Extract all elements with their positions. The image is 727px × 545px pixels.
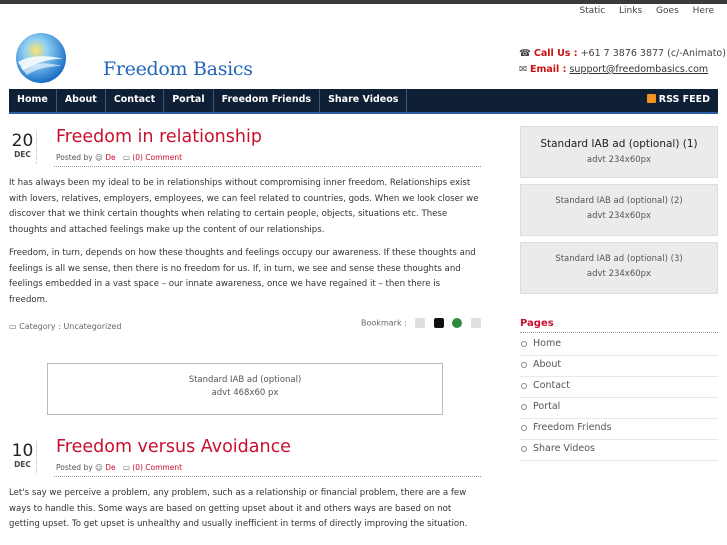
sidebar [520, 126, 718, 300]
user-icon: ☺ [95, 153, 103, 162]
bullet-icon [521, 446, 527, 452]
page-link-label: Home [533, 338, 562, 349]
top-link-here[interactable]: Here [692, 6, 714, 16]
site-logo[interactable] [15, 32, 67, 84]
mail-icon: ✉ [519, 64, 527, 75]
sidebar-ad[interactable] [520, 184, 718, 236]
bookmark-label: Bookmark : [361, 318, 407, 328]
main-nav [9, 89, 718, 114]
divider [54, 166, 481, 167]
sidebar-ad[interactable] [520, 242, 718, 294]
post-title[interactable]: Freedom in relationship [56, 127, 262, 147]
top-link-static[interactable]: Static [579, 6, 606, 16]
nav-item-home[interactable]: Home [9, 89, 57, 112]
user-icon: ☺ [95, 463, 103, 472]
sidebar-ad-size: advt 234x60px [586, 211, 652, 221]
page-link-home[interactable] [520, 335, 718, 356]
sidebar-ad-size: advt 234x60px [586, 155, 652, 165]
post-author[interactable]: De [105, 153, 116, 162]
post-title[interactable]: Freedom versus Avoidance [56, 437, 291, 457]
posted-by-label: Posted by [56, 463, 93, 472]
bullet-icon [521, 404, 527, 410]
post-date [9, 131, 37, 164]
nav-item-portal[interactable]: Portal [164, 89, 213, 112]
bullet-icon [521, 362, 527, 368]
page-link-label: Freedom Friends [533, 422, 612, 433]
post-author[interactable]: De [105, 463, 116, 472]
nav-item-about[interactable]: About [57, 89, 106, 112]
bullet-icon [521, 383, 527, 389]
sidebar-ad-size: advt 234x60px [586, 269, 652, 279]
post-day: 20 [11, 131, 34, 151]
comment-icon: ▭ [122, 153, 130, 162]
post-comments[interactable]: (0) Comment [132, 153, 183, 162]
page-link-contact[interactable] [520, 377, 718, 398]
page-link-label: About [533, 359, 562, 370]
rss-label: RSS FEED [658, 94, 710, 105]
delicious-icon[interactable] [434, 318, 444, 328]
bullet-icon [521, 425, 527, 431]
stumbleupon-icon[interactable] [452, 318, 462, 328]
email-link[interactable]: support@freedombasics.com [569, 64, 709, 75]
page-link-share-videos[interactable] [520, 440, 718, 461]
top-links [568, 6, 714, 16]
post-paragraph: It has always been my ideal to be in relationships without compromising inner freedom. Relationships exist with lovers, relatives, employers, employees, we can feel related to countries, gods. When we look closer we discover that we think certain thoughts when relating to certain people, objects, situations etc. These thoughts and attached feelings make up the content of our relationships. [9, 178, 479, 235]
site-title[interactable]: Freedom Basics [103, 58, 253, 80]
top-bar [0, 0, 727, 4]
nav-item-share-videos[interactable]: Share Videos [320, 89, 407, 112]
sidebar-ad-title: Standard IAB ad (optional) (2) [555, 196, 683, 206]
category-link[interactable]: Uncategorized [63, 322, 122, 331]
phone-number: +61 7 3876 3877 (c/-Animato) [580, 48, 726, 59]
post-meta [56, 463, 182, 472]
post-footer [9, 318, 481, 331]
rss-feed-link[interactable] [647, 89, 710, 112]
post-paragraph: Let's say we perceive a problem, any problem, such as a relationship or financial problem, there are a few ways to handle this. Some ways are based on getting upset about it and others ways are based on not getting upset. To get upset is unhealthy and usually inefficient in terms of directly improving the situation. [9, 488, 468, 529]
bookmark-bar [361, 318, 481, 328]
post-month: DEC [14, 150, 31, 159]
bullet-icon [521, 341, 527, 347]
category-label: Category : [19, 322, 61, 331]
top-link-goes[interactable]: Goes [656, 6, 679, 16]
comment-icon: ▭ [122, 463, 130, 472]
nav-item-freedom-friends[interactable]: Freedom Friends [214, 89, 320, 112]
content-ad-size: advt 468x60 px [211, 388, 279, 398]
folder-icon: ▭ [9, 322, 17, 331]
pages-list [520, 335, 718, 461]
contact-info [519, 46, 726, 78]
sidebar-ad-title: Standard IAB ad (optional) (3) [555, 254, 683, 264]
page-link-label: Contact [533, 380, 570, 391]
pages-heading: Pages [520, 318, 718, 333]
top-link-links[interactable]: Links [619, 6, 643, 16]
phone-icon: ☎ [519, 48, 531, 59]
call-label: Call Us : [533, 48, 578, 59]
content-ad-title: Standard IAB ad (optional) [188, 375, 302, 385]
post-body [9, 486, 481, 541]
rss-icon [647, 94, 656, 103]
divider [54, 476, 481, 477]
post-date [9, 441, 37, 474]
sidebar-ad-title: Standard IAB ad (optional) (1) [540, 138, 698, 150]
page-link-label: Share Videos [533, 443, 596, 454]
post-comments[interactable]: (0) Comment [132, 463, 183, 472]
page-link-freedom-friends[interactable] [520, 419, 718, 440]
post-body [9, 176, 481, 316]
digg-icon[interactable] [415, 318, 425, 328]
post-month: DEC [14, 460, 31, 469]
nav-item-contact[interactable]: Contact [106, 89, 164, 112]
content-ad[interactable] [47, 363, 443, 415]
sidebar-ad[interactable] [520, 126, 718, 178]
post-meta [56, 153, 182, 162]
post-day: 10 [11, 441, 34, 461]
posted-by-label: Posted by [56, 153, 93, 162]
page-link-about[interactable] [520, 356, 718, 377]
reddit-icon[interactable] [471, 318, 481, 328]
email-label: Email : [530, 64, 567, 75]
post-paragraph: Freedom, in turn, depends on how these thoughts and feelings occupy our awareness. If these thoughts and feelings is all we sense, then there is no freedom for us. If, in turn, we see and sense these thoughts and feelings embedded in a vast space – our innate awareness, once we have regained it – then there is freedom. [9, 248, 476, 305]
page-link-portal[interactable] [520, 398, 718, 419]
page-link-label: Portal [533, 401, 561, 412]
